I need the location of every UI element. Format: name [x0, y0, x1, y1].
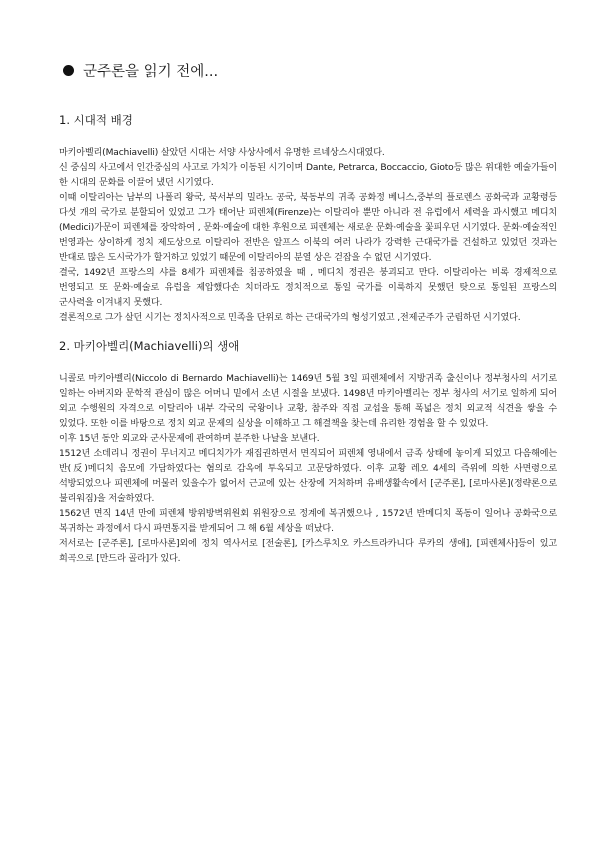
section-heading: 2. 마키아벨리(Machiavelli)의 생애: [59, 339, 240, 353]
paragraph: 마키아벨리(Machiavelli) 살았던 시대는 서양 사상사에서 유명한 르네상스시대였다.: [59, 148, 385, 158]
paragraph: 신 중심의 사고에서 인간중심의 사고로 가치가 이동된 시기이며 Dante, Petrarca, Boccaccio, Gioto등 많은 위대한 예술가들이 한 시대의 문화를 이끌어 냈던 시기였다.: [59, 163, 557, 188]
paragraph: 저서로는 [군주론], [로마사론]외에 정치 역사서로 [전술론], [카스루치오 카스트라카니다 루카의 생애], [피렌체사]등이 있고 희곡으로 [만드라 골라]가 있다.: [59, 539, 557, 564]
document-title-text: 군주론을 읽기 전에...: [83, 64, 219, 80]
paragraph: 결국, 1492년 프랑스의 샤를 8세가 피렌체를 침공하였을 때 , 메디치 정권은 붕괴되고 만다. 이탈리아는 비록 경제적으로 번영되고 또 문화·예술로 유럽을 제압했다손 치더라도 정치적으로 통일 국가를 이룩하지 못했던 탓으로 통일된 프랑스의 군사력을 이겨내지 못했다.: [59, 268, 557, 308]
document-title: [63, 60, 557, 81]
paragraph: 니콜로 마키아벨리(Niccolo di Bernardo Machiavelli)는 1469년 5월 3일 피렌체에서 지방귀족 출신이나 정부청사의 서기로 일하는 아버지와 문학적 관심이 많은 어머니 밑에서 소년 시절을 보냈다. 1498년 마키아벨리는 정부 청사의 서기로 일하게 되어 외교 수행원의 자격으로 이탈리아 내부 각국의 국왕이나 교황, 참주와 직접 교섭을 통해 폭넓은 정치 외교적 식견을 쌓을 수 있었다. 또한 이를 바탕으로 정치 외교 문제의 실상을 이해하고 그 해결책을 찾는데 유리한 경험을 할 수 있었다.: [59, 374, 557, 429]
section-biography: [59, 338, 557, 567]
paragraph: 이후 15년 동안 외교와 군사문제에 관여하며 분주한 나날을 보낸다.: [59, 434, 320, 444]
paragraph: 1562년 면직 14년 만에 피렌체 방위방벽위원회 위원장으로 정계에 복귀했으나 , 1572년 반메디치 폭동이 일어나 공화국으로 복귀하는 과정에서 다시 파면통지를 받게되어 그 해 6월 세상을 떠났다.: [59, 509, 557, 534]
section-historical-background: [59, 112, 557, 326]
filled-circle-bullet-icon: [63, 65, 74, 76]
section-heading: 1. 시대적 배경: [59, 113, 133, 127]
paragraph: 결론적으로 그가 살던 시기는 정치사적으로 민족을 단위로 하는 근대국가의 형성기였고 ,전제군주가 군림하던 시기였다.: [59, 313, 521, 323]
paragraph: 이때 이탈리아는 남부의 나폴리 왕국, 북서부의 밀라노 공국, 북동부의 귀족 공화정 베니스,중부의 플로렌스 공화국과 교황령등 다섯 개의 국가로 분할되어 있었고 그가 태어난 피렌체(Firenze)는 이탈리아 뿐만 아니라 전 유럽에서 세력을 과시했고 메디치(Medici)가문이 피렌체를 장악하여 , 문화·예술에 대한 후원으로 피렌체는 새로운 문화·예술을 꽃피우던 시기였다. 문화·예술적인 번영과는 상이하게 정치 제도상으로 이탈리아 전반은 알프스 이북의 여러 나라가 강력한 근대국가를 건설하고 있었던 것과는 반대로 많은 도시국가가 할거하고 있었기 때문에 이탈리아의 분열 상은 걷잡을 수 없던 시기였다.: [59, 193, 557, 263]
paragraph: 1512년 소데리니 정권이 무너지고 메디치가가 재집권하면서 면직되어 피렌체 영내에서 금족 상태에 놓이게 되었고 다음해에는 반(反)메디치 음모에 가담하였다는 혐의로 감옥에 투옥되고 고문당하였다. 이후 교황 레오 4세의 즉위에 의한 사면령으로 석방되었으나 피렌체에 머물러 있을수가 없어서 근교에 있는 산장에 거처하며 유배생활속에서 [군주론], [로마사론](정략론으로 불리워짐)을 저술하였다.: [59, 449, 557, 504]
